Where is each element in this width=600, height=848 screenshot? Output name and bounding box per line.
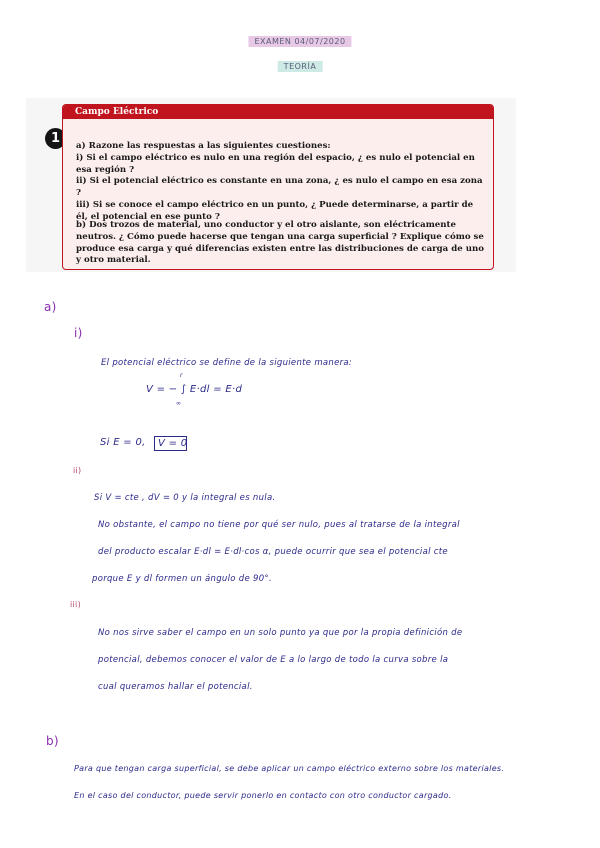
part-a-intro: a) Razone las respuestas a las siguientes cuestiones: [76, 141, 331, 151]
answer-ii-line3: del producto escalar E·dl = E·dl·cos α, puede ocurrir que sea el potencial cte [98, 547, 448, 557]
answer-i-formula: V = − ∫ E·dl = E·d [146, 384, 243, 395]
answer-iii-line2: potencial, debemos conocer el valor de E a lo largo de todo la curva sobre la [98, 655, 449, 665]
answer-ii-line1: Si V = cte , dV = 0 y la integral es nula. [94, 493, 276, 503]
question-title: Campo Eléctrico [63, 105, 493, 119]
part-a-item-i: i) Si el campo eléctrico es nulo en una región del espacio, ¿ es nulo el potencial en esa región ? [76, 152, 475, 175]
question-part-a [76, 141, 484, 224]
answer-iii-line3: cual queramos hallar el potencial. [98, 682, 253, 692]
answer-ii-line2: No obstante, el campo no tiene por qué ser nulo, pues al tratarse de la integral [98, 520, 460, 530]
question-number-badge: 1 [45, 128, 66, 149]
question-part-b: b) Dos trozos de material, uno conductor y el otro aislante, son eléctricamente neutros. ¿ Cómo puede hacerse que tengan una carga superficial ? Explique cómo se produce esa carga y qué diferencias existen entre las distribuciones de carga de uno y otro material. [76, 220, 484, 266]
answer-b-line2: En el caso del conductor, puede servir ponerlo en contacto con otro conductor cargado. [74, 791, 452, 800]
question-card [62, 104, 494, 270]
answer-b-marker: b) [46, 734, 59, 748]
answer-ii-line4: porque E y dl formen un ángulo de 90°. [92, 574, 272, 584]
answer-iii-line1: No nos sirve saber el campo en un solo punto ya que por la propia definición de [98, 628, 463, 638]
part-a-item-ii: ii) Si el potencial eléctrico es constante en una zona, ¿ es nulo el campo en esa zona ? [76, 176, 483, 199]
answer-ii-marker: ii) [73, 466, 82, 475]
answer-i-result: V = 0 [158, 438, 188, 449]
part-a-item-iii: iii) Si se conoce el campo eléctrico en un punto, ¿ Puede determinarse, a partir de él, el potencial en ese punto ? [76, 199, 474, 222]
exam-date-label: EXAMEN 04/07/2020 [248, 36, 351, 47]
answer-i-line1: El potencial eléctrico se define de la siguiente manera: [101, 358, 353, 368]
answer-i-marker: i) [74, 326, 83, 340]
integral-lower-limit: ∞ [176, 400, 182, 407]
answer-b-line1: Para que tengan carga superficial, se debe aplicar un campo eléctrico externo sobre los materiales. [74, 764, 505, 773]
answer-i-condition: Si E = 0, [100, 437, 146, 448]
integral-upper-limit: r [180, 372, 183, 379]
theory-tag: TEORÍA [278, 61, 323, 72]
answer-a-marker: a) [44, 300, 57, 314]
answer-iii-marker: iii) [70, 600, 81, 609]
